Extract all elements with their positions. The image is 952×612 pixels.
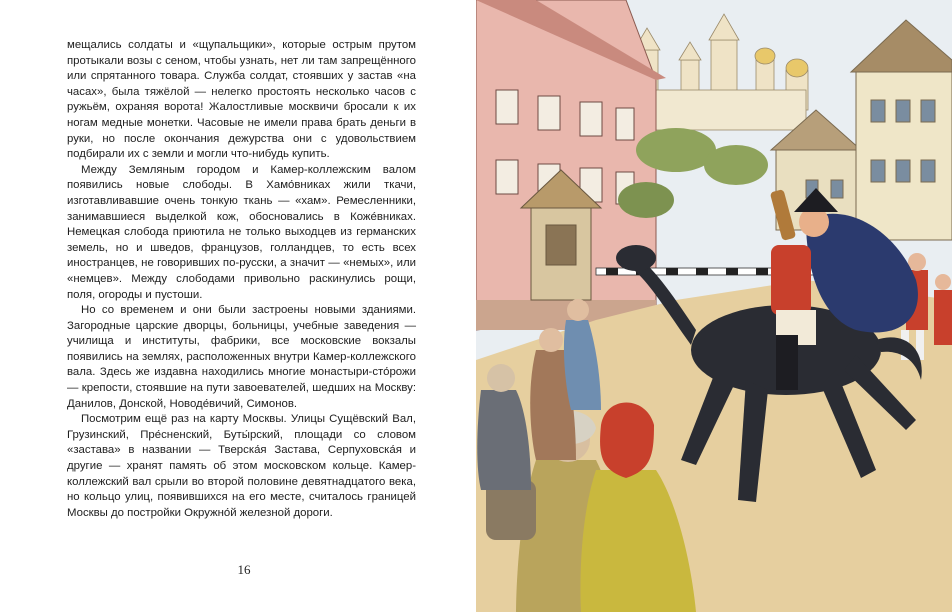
illustration-page [476, 0, 952, 612]
paragraph-2: Между Земляным городом и Камер-коллежским валом появились новые слободы. В Хамо́вниках жили ткачи, изготавливавшие очень тонкую ткань — «хам». Ремесленники, занимавшиеся выделкой кож, обосновались в Коже́вниках. Немецкая слобода приютила не только выходцев из германских земель, но и шведов, французов, голландцев, то есть всех иностранцев, не говоривших по-русски, а значит — «немых», или «немцев». Между слободами привольно раскинулись рощи, поля, огороды и пустоши. [67, 163, 416, 301]
page-number: 16 [237, 562, 251, 577]
text-column [67, 38, 416, 521]
paragraph-4: Посмотрим ещё раз на карту Москвы. Улицы Сущёвский Вал, Грузинский, Пре́сненский, Буты́рский, площади со словом «застава» в названии — Тверска́я Застава, Серпуховска́я и другие — хранят память об этом московском кольце. Камер-коллежский вал срыли во второй половине девятнадцатого века, но кольцо улиц, появившихся на его месте, считалось границей Москвы до постройки Окружно́й железной дороги. [67, 413, 416, 519]
paragraph-3: Но со временем и они были застроены новыми зданиями. Загородные царские дворцы, больницы, учебные заведения — училища и институты, фабрики, все московские вокзалы появились на землях, расположенных внутри Камер-коллежского вала. Здесь же издавна находились многие монастыри-сто́рожи — крепости, стоявшие на пути завоевателей, шедших на Москву: Данилов, Донской, Новоде́вичий, Симонов. [67, 304, 416, 410]
paragraph-1: мещались солдаты и «щупальщики», которые острым прутом протыкали возы с сеном, чтобы узнать, нет ли там запрещённого или спрятанного товара. Служба солдат, стоявших у застав «на часах», была тяжёлой — нелегко простоять несколько часов с ружьём, охраняя ворота! Жалостливые москвичи бросали к их ногам медные монетки. Часовые не имели права брать деньги в руки, но после окончания дежурства они с удовольствием подбирали их с земли и могли что-нибудь купить. [67, 39, 416, 161]
street-illustration [476, 0, 952, 612]
